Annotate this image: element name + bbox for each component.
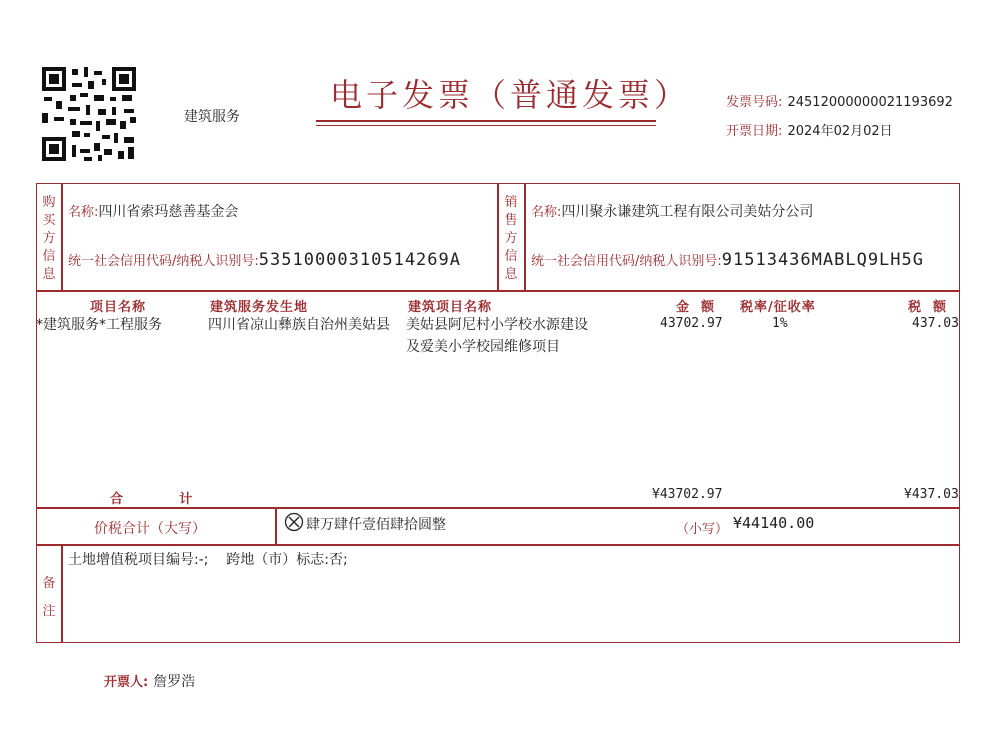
total-small-label: （小写） bbox=[676, 522, 729, 537]
buyer-name-label: 名称: bbox=[68, 205, 99, 220]
seller-side-char: 销 bbox=[504, 195, 518, 210]
item-location: 四川省凉山彝族自治州美姑县 bbox=[208, 317, 390, 333]
issuer-name: 詹罗浩 bbox=[153, 674, 196, 690]
seller-name-row bbox=[531, 201, 813, 221]
item-project-name-line2: 及爱美小学校园维修项目 bbox=[406, 339, 560, 355]
issuer-label: 开票人: bbox=[104, 675, 149, 690]
header-tax-rate: 税率/征收率 bbox=[740, 300, 816, 315]
buyer-side-char: 信 bbox=[42, 249, 56, 264]
qr-code-icon bbox=[40, 65, 138, 163]
invoice-number bbox=[726, 91, 953, 110]
invoice-date-label: 开票日期: bbox=[726, 124, 783, 139]
item-tax: 437.03 bbox=[912, 316, 959, 331]
header-item-name: 项目名称 bbox=[90, 300, 147, 315]
buyer-side-char: 息 bbox=[42, 267, 56, 282]
circled-x-icon bbox=[284, 512, 304, 536]
qr-code bbox=[40, 65, 138, 163]
seller-tax-id: 91513436MABLQ9LH5G bbox=[721, 250, 924, 270]
totals-label: 合 计 bbox=[110, 492, 194, 507]
buyer-side-char: 买 bbox=[42, 213, 56, 228]
header-location: 建筑服务发生地 bbox=[210, 300, 309, 315]
invoice-number-label: 发票号码: bbox=[726, 95, 783, 110]
invoice-number-value: 24512000000021193692 bbox=[787, 95, 953, 110]
divider-parties bbox=[36, 290, 960, 292]
header-amount: 金 额 bbox=[676, 300, 716, 315]
seller-name: 四川聚永谦建筑工程有限公司美姑分公司 bbox=[561, 204, 814, 220]
divider-total-label bbox=[275, 507, 277, 544]
seller-side-char: 方 bbox=[504, 231, 518, 246]
header-tax: 税 额 bbox=[908, 300, 948, 315]
invoice-category: 建筑服务 bbox=[184, 109, 240, 125]
item-tax-rate: 1% bbox=[772, 316, 788, 331]
buyer-tax-id-label: 统一社会信用代码/纳税人识别号: bbox=[68, 254, 259, 269]
remarks-side-char: 备 bbox=[42, 576, 56, 591]
remarks-side-char: 注 bbox=[42, 604, 56, 619]
totals-amount: ¥43702.97 bbox=[652, 487, 723, 502]
divider-remarks bbox=[36, 544, 960, 546]
header-project-name: 建筑项目名称 bbox=[408, 300, 493, 315]
buyer-side-char: 购 bbox=[42, 195, 56, 210]
totals-tax: ¥437.03 bbox=[904, 487, 959, 502]
seller-name-label: 名称: bbox=[531, 205, 562, 220]
title-underline-thin bbox=[316, 125, 656, 126]
divider-buyer-seller bbox=[497, 183, 499, 290]
seller-side-label bbox=[503, 194, 519, 284]
invoice-title: 电子发票（普通发票） bbox=[330, 76, 691, 114]
divider-remarks-label bbox=[61, 544, 63, 643]
buyer-name: 四川省索玛慈善基金会 bbox=[98, 204, 239, 220]
total-uppercase: 肆万肆仟壹佰肆拾圆整 bbox=[306, 517, 446, 533]
invoice-date bbox=[726, 120, 893, 139]
divider-buyer-label bbox=[61, 183, 63, 290]
title-underline bbox=[316, 120, 656, 122]
total-small-value: ¥44140.00 bbox=[733, 514, 815, 532]
issuer-row bbox=[104, 671, 195, 691]
seller-side-char: 信 bbox=[504, 249, 518, 264]
buyer-name-row bbox=[68, 201, 238, 221]
buyer-tax-id: 53510000310514269A bbox=[258, 250, 461, 270]
remarks-side-label bbox=[41, 570, 57, 626]
divider-seller-label bbox=[524, 183, 526, 290]
seller-tax-id-label: 统一社会信用代码/纳税人识别号: bbox=[531, 254, 722, 269]
item-amount: 43702.97 bbox=[660, 316, 723, 331]
seller-tax-id-row bbox=[531, 250, 924, 270]
circled-x-icon-svg bbox=[284, 512, 304, 532]
seller-side-char: 售 bbox=[504, 213, 518, 228]
buyer-side-label bbox=[41, 194, 57, 284]
remarks-text: 土地增值税项目编号:-; 跨地（市）标志:否; bbox=[68, 552, 348, 568]
divider-totals bbox=[36, 507, 960, 509]
buyer-side-char: 方 bbox=[42, 231, 56, 246]
item-project-name-line1: 美姑县阿尼村小学校水源建设 bbox=[406, 317, 588, 333]
item-name: *建筑服务*工程服务 bbox=[36, 317, 162, 333]
invoice-date-value: 2024年02月02日 bbox=[787, 124, 893, 139]
total-with-tax-label: 价税合计（大写） bbox=[94, 521, 206, 537]
buyer-tax-id-row bbox=[68, 250, 461, 270]
seller-side-char: 息 bbox=[504, 267, 518, 282]
